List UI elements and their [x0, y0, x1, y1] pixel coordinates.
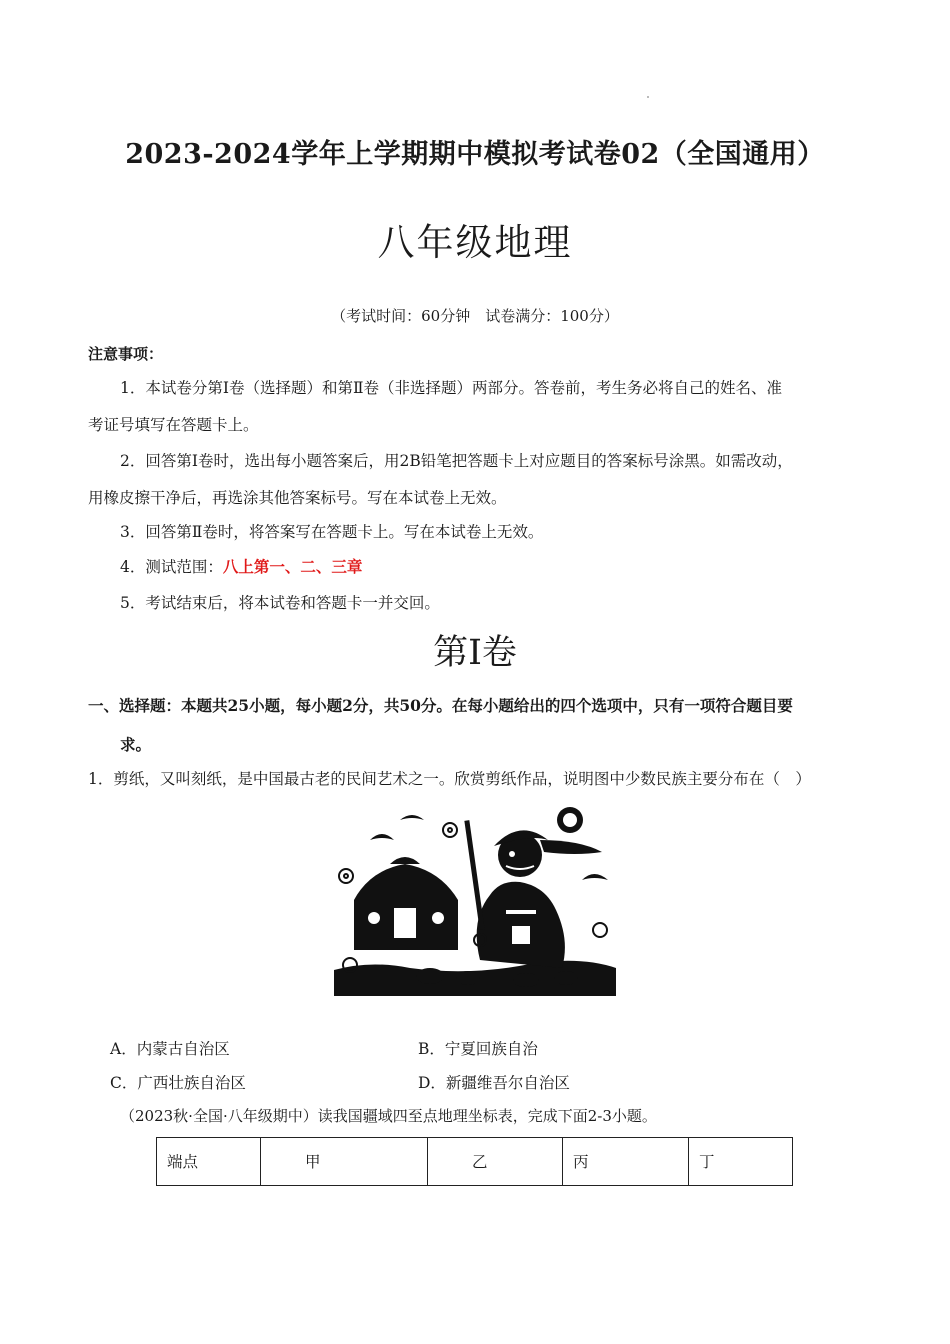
- exam-info: （考试时间：60分钟 试卷满分：100分）: [331, 307, 619, 325]
- question-2-intro: （2023秋·全国·八年级期中）读我国疆域四至点地理坐标表，完成下面2-3小题。: [120, 1107, 657, 1125]
- notice-item-4: [120, 555, 362, 577]
- notice-heading: 注意事项：: [88, 345, 164, 363]
- notice-item-5: 5．考试结束后，将本试卷和答题卡一并交回。: [120, 594, 440, 612]
- header-jia: 甲: [261, 1138, 428, 1186]
- question-1-stem: 1．剪纸，又叫刻纸，是中国最古老的民间艺术之一。欣赏剪纸作品，说明图中少数民族主要分布在（ ）: [88, 770, 811, 788]
- notice-item-2a: 2．回答第Ⅰ卷时，选出每小题答案后，用2B铅笔把答题卡上对应题目的答案标号涂黑。如需改动，: [120, 452, 793, 470]
- notice-item-1a: 1．本试卷分第Ⅰ卷（选择题）和第Ⅱ卷（非选择题）两部分。答卷前，考生务必将自己的姓名、准: [120, 379, 783, 397]
- exam-title: 2023-2024学年上学期期中模拟考试卷02（全国通用）: [125, 139, 825, 170]
- section-heading-cont: 求。: [120, 735, 152, 754]
- test-scope: 八上第一、二、三章: [222, 557, 363, 576]
- option-a: A．内蒙古自治区: [110, 1040, 230, 1058]
- option-c: C．广西壮族自治区: [110, 1074, 246, 1092]
- table-header-row: [157, 1138, 793, 1186]
- subject-title: 八年级地理: [377, 221, 573, 264]
- header-ding: 丁: [689, 1138, 793, 1186]
- papercut-image: [330, 800, 620, 1000]
- notice-item-4-prefix: 4．测试范围：: [120, 558, 223, 576]
- section-heading: 一、选择题：本题共25小题，每小题2分，共50分。在每小题给出的四个选项中，只有一项符合题目要: [88, 696, 793, 715]
- header-yi: 乙: [428, 1138, 563, 1186]
- scan-speck: [647, 96, 649, 98]
- notice-item-3: 3．回答第Ⅱ卷时，将答案写在答题卡上。写在本试卷上无效。: [120, 523, 544, 541]
- coordinate-table: [156, 1137, 793, 1186]
- header-bing: 丙: [563, 1138, 689, 1186]
- volume-title: 第Ⅰ卷: [433, 633, 517, 673]
- option-b: B．宁夏回族自治: [418, 1040, 538, 1058]
- header-endpoint: 端点: [157, 1138, 261, 1186]
- option-d: D．新疆维吾尔自治区: [418, 1074, 570, 1092]
- notice-item-1b: 考证号填写在答题卡上。: [88, 416, 259, 434]
- notice-item-2b: 用橡皮擦干净后，再选涂其他答案标号。写在本试卷上无效。: [88, 489, 507, 507]
